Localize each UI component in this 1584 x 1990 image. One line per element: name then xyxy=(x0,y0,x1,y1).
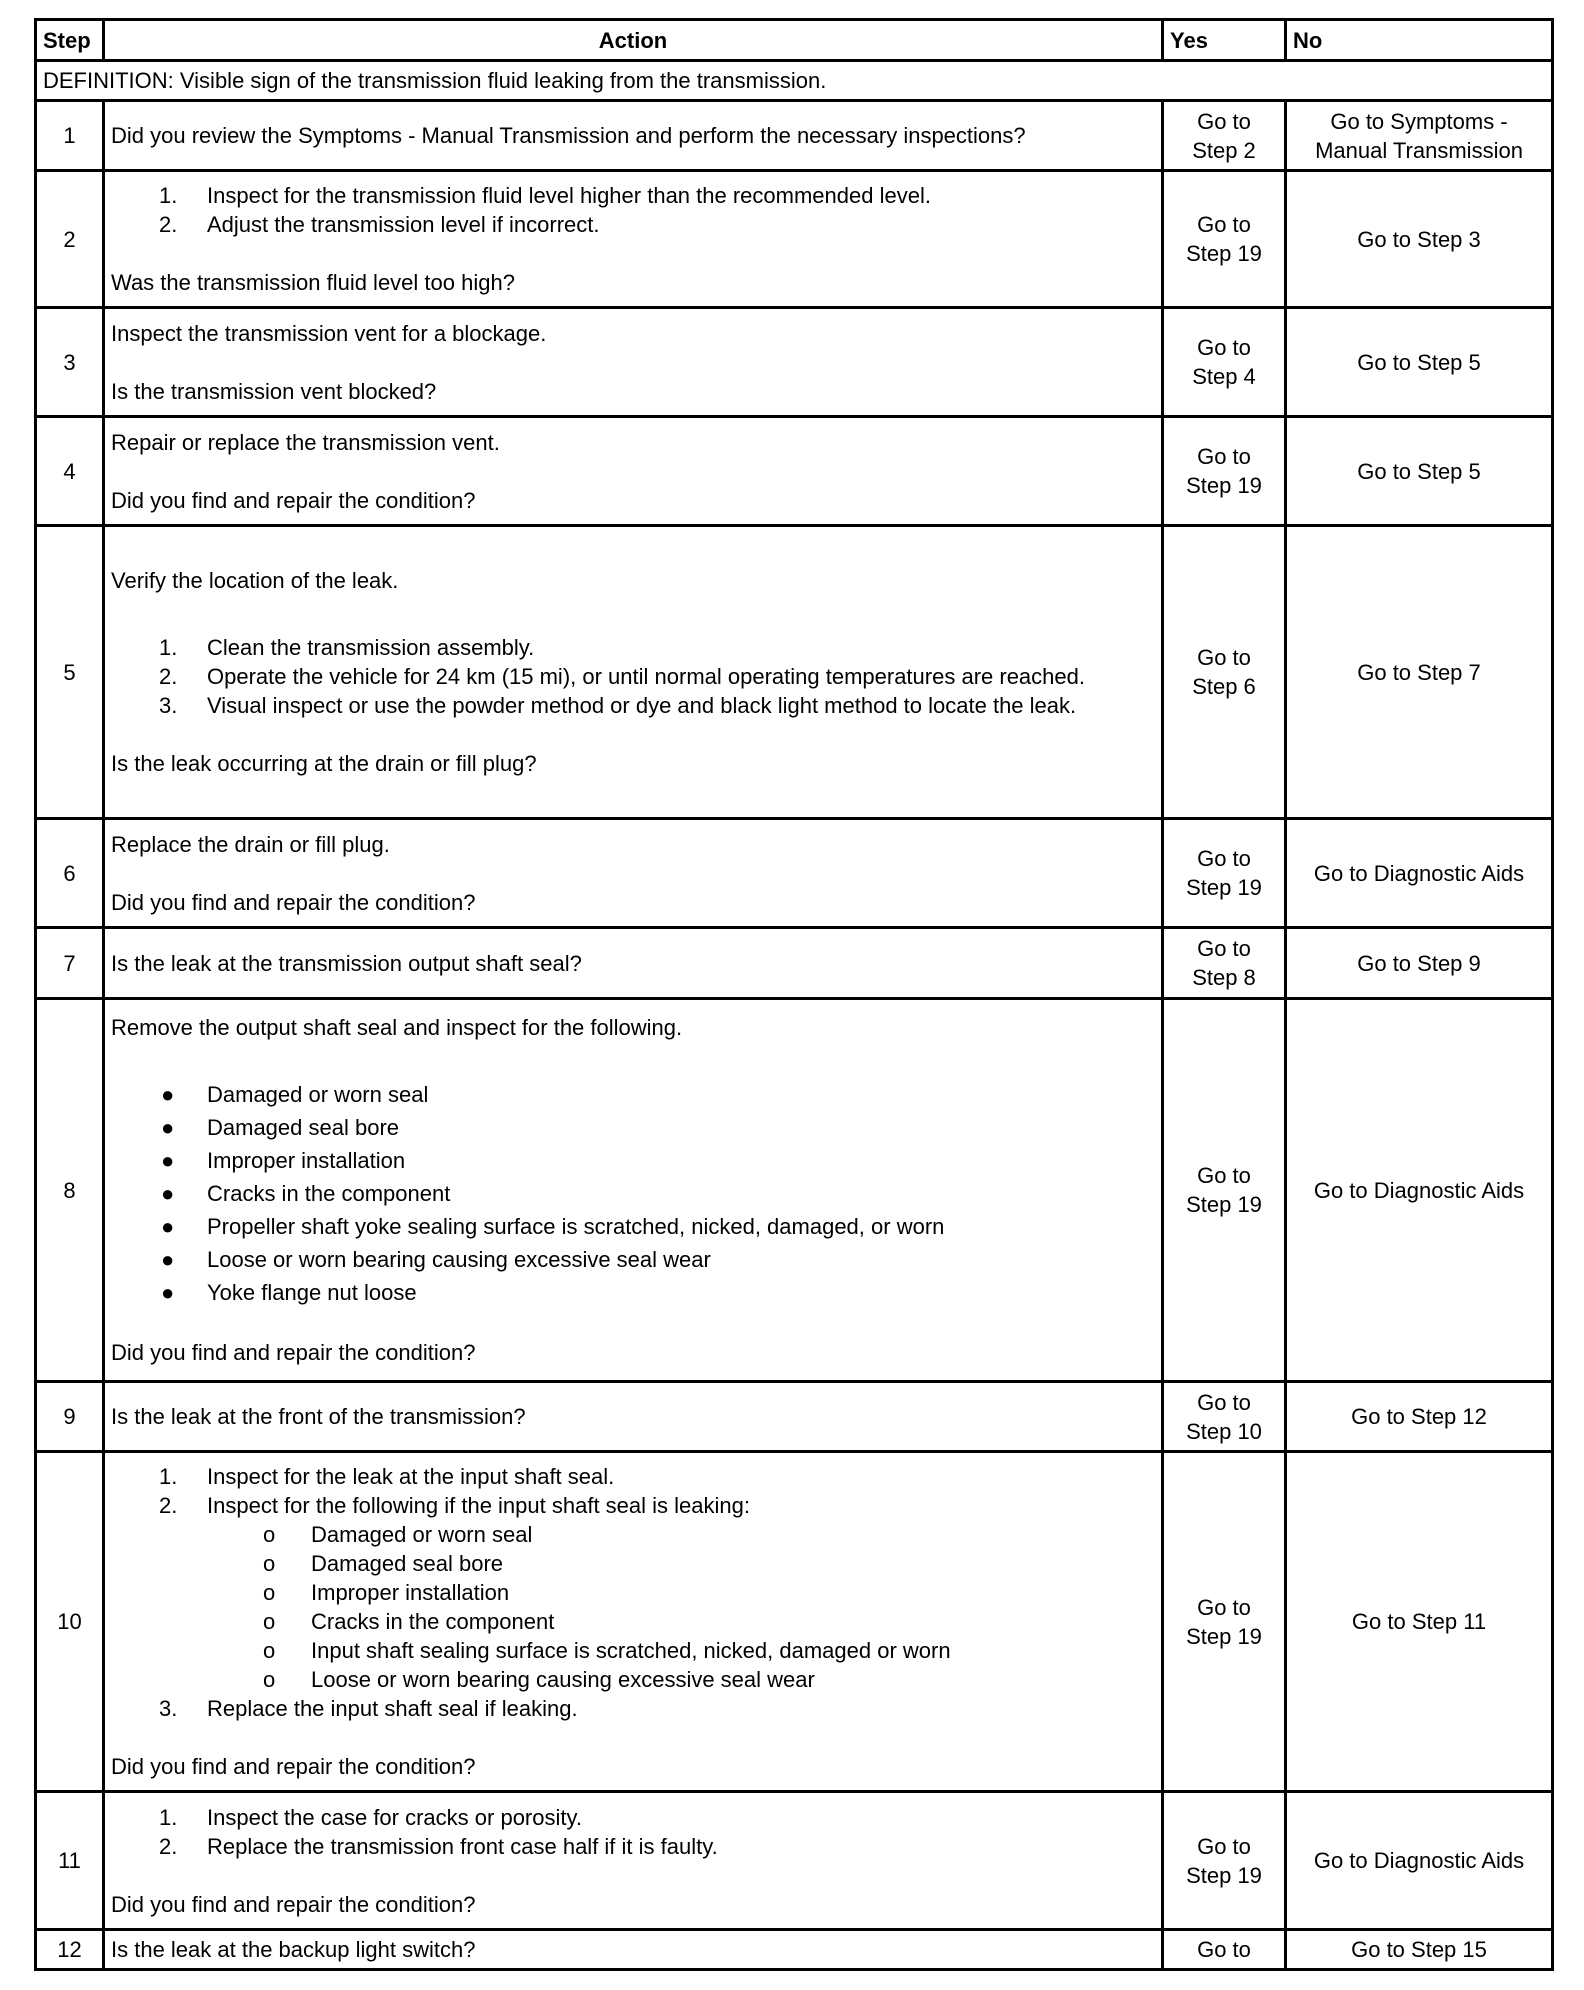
item-marker: 1. xyxy=(159,183,178,208)
table-row xyxy=(36,999,1553,1382)
step-number: 3 xyxy=(36,308,104,417)
table-row xyxy=(36,1930,1553,1970)
yes-line: Go to xyxy=(1197,1163,1251,1188)
table-row xyxy=(36,308,1553,417)
item-text: Loose or worn bearing causing excessive seal wear xyxy=(207,1247,711,1272)
yes-line: Go to xyxy=(1197,335,1251,360)
bullet-item xyxy=(111,1210,1155,1243)
sub-marker: o xyxy=(263,1580,276,1605)
action-question: Is the leak at the transmission output shaft seal? xyxy=(111,950,582,976)
item-text: Improper installation xyxy=(311,1580,510,1605)
diagnostic-table xyxy=(34,18,1554,1971)
no-cell xyxy=(1286,417,1553,526)
action-question: Is the leak at the backup light switch? xyxy=(111,1937,476,1962)
action-cell xyxy=(104,999,1163,1382)
bullet-marker: ● xyxy=(161,1148,175,1173)
item-text: Adjust the transmission level if incorrect. xyxy=(207,212,600,237)
numbered-item xyxy=(111,691,1155,720)
definition-text: DEFINITION: Visible sign of the transmission fluid leaking from the transmission. xyxy=(36,61,1553,101)
yes-line: Go to xyxy=(1197,846,1251,871)
action-question: Was the transmission fluid level too high? xyxy=(111,270,515,295)
yes-cell xyxy=(1163,999,1286,1382)
action-question: Did you find and repair the condition? xyxy=(111,1891,476,1917)
item-marker: 2. xyxy=(159,1493,178,1518)
no-line: Go to Diagnostic Aids xyxy=(1313,860,1525,886)
yes-line: Go to xyxy=(1197,1594,1251,1620)
action-cell xyxy=(104,1382,1163,1452)
action-intro: Verify the location of the leak. xyxy=(111,568,399,593)
action-cell xyxy=(104,417,1163,526)
action-cell xyxy=(104,308,1163,417)
yes-cell xyxy=(1163,1930,1286,1970)
bullet-item xyxy=(111,1243,1155,1276)
item-text: Damaged seal bore xyxy=(311,1551,504,1576)
item-text: Inspect for the transmission fluid level higher than the recommended level. xyxy=(207,183,931,208)
item-text: Visual inspect or use the powder method or dye and black light method to locate the leak. xyxy=(207,693,1077,718)
yes-cell xyxy=(1163,308,1286,417)
item-marker: 1. xyxy=(159,1464,178,1489)
item-text: Inspect the case for cracks or porosity. xyxy=(207,1804,582,1830)
yes-line: Go to xyxy=(1197,936,1251,961)
no-line: Go to Diagnostic Aids xyxy=(1313,1848,1525,1873)
step-number: 6 xyxy=(36,819,104,928)
bullet-marker: ● xyxy=(161,1115,175,1140)
action-question: Is the leak at the front of the transmission? xyxy=(111,1404,526,1429)
no-line: Go to Step 5 xyxy=(1357,458,1481,484)
header-action: Action xyxy=(104,20,1163,61)
item-text: Damaged or worn seal xyxy=(311,1522,533,1547)
step-number: 5 xyxy=(36,526,104,819)
yes-cell xyxy=(1163,1382,1286,1452)
action-cell xyxy=(104,101,1163,171)
sub-marker: o xyxy=(263,1551,276,1576)
numbered-item xyxy=(111,633,1155,662)
no-line: Go to Step 9 xyxy=(1357,950,1481,976)
yes-line: Step 19 xyxy=(1186,241,1262,266)
yes-line: Step 19 xyxy=(1186,473,1262,498)
bullet-marker: ● xyxy=(161,1214,175,1239)
no-cell xyxy=(1286,1382,1553,1452)
yes-line: Go to xyxy=(1197,645,1251,670)
yes-line: Go to xyxy=(1197,1389,1251,1415)
item-text: Replace the input shaft seal if leaking. xyxy=(207,1696,578,1721)
no-cell xyxy=(1286,1452,1553,1792)
table-row xyxy=(36,819,1553,928)
no-cell xyxy=(1286,101,1553,171)
yes-cell xyxy=(1163,171,1286,308)
item-marker: 2. xyxy=(159,1833,178,1859)
yes-line: Go to xyxy=(1197,108,1251,134)
yes-line: Go to xyxy=(1197,1833,1251,1859)
action-cell xyxy=(104,1792,1163,1930)
item-marker: 2. xyxy=(159,212,178,237)
yes-line: Step 19 xyxy=(1186,875,1262,900)
header-row xyxy=(36,20,1553,61)
item-text: Improper installation xyxy=(207,1148,406,1173)
yes-line: Step 4 xyxy=(1192,364,1256,389)
item-text: Cracks in the component xyxy=(207,1181,451,1206)
no-line: Go to Step 12 xyxy=(1351,1404,1487,1429)
table-row xyxy=(36,928,1553,999)
yes-cell xyxy=(1163,101,1286,171)
yes-cell xyxy=(1163,526,1286,819)
no-cell xyxy=(1286,819,1553,928)
definition-row xyxy=(36,61,1553,101)
sub-marker: o xyxy=(263,1609,276,1634)
sub-bullet-item xyxy=(111,1636,1155,1665)
yes-line: Step 10 xyxy=(1186,1418,1262,1444)
sub-marker: o xyxy=(263,1522,276,1547)
step-number: 10 xyxy=(36,1452,104,1792)
no-cell xyxy=(1286,1930,1553,1970)
numbered-item xyxy=(111,1803,1155,1832)
sub-bullet-item xyxy=(111,1520,1155,1549)
item-text: Propeller shaft yoke sealing surface is scratched, nicked, damaged, or worn xyxy=(207,1214,945,1239)
step-number: 8 xyxy=(36,999,104,1382)
item-text: Inspect for the leak at the input shaft seal. xyxy=(207,1464,615,1489)
item-text: Yoke flange nut loose xyxy=(207,1280,417,1305)
yes-line: Step 19 xyxy=(1186,1623,1262,1649)
bullet-item xyxy=(111,1078,1155,1111)
item-text: Inspect for the following if the input shaft seal is leaking: xyxy=(207,1493,750,1518)
action-question: Did you review the Symptoms - Manual Transmission and perform the necessary inspections? xyxy=(111,123,1026,148)
sub-bullet-item xyxy=(111,1607,1155,1636)
item-text: Replace the transmission front case half if it is faulty. xyxy=(207,1833,718,1859)
item-text: Loose or worn bearing causing excessive seal wear xyxy=(311,1667,815,1692)
action-cell xyxy=(104,1452,1163,1792)
yes-cell xyxy=(1163,819,1286,928)
yes-cell xyxy=(1163,1792,1286,1930)
item-text: Clean the transmission assembly. xyxy=(207,635,535,660)
sub-marker: o xyxy=(263,1638,276,1663)
table-row xyxy=(36,101,1553,171)
action-cell xyxy=(104,1930,1163,1970)
step-number: 12 xyxy=(36,1930,104,1970)
bullet-marker: ● xyxy=(161,1247,175,1272)
table-row xyxy=(36,526,1553,819)
yes-line: Go to xyxy=(1197,212,1251,237)
no-cell xyxy=(1286,999,1553,1382)
sub-bullet-item xyxy=(111,1578,1155,1607)
no-line: Go to Step 7 xyxy=(1357,659,1481,685)
no-line: Go to Symptoms - xyxy=(1330,108,1508,134)
yes-cell xyxy=(1163,417,1286,526)
step-number: 7 xyxy=(36,928,104,999)
header-no: No xyxy=(1286,20,1553,61)
yes-line: Step 8 xyxy=(1192,965,1256,990)
yes-line: Go to xyxy=(1197,444,1251,469)
no-line: Go to Step 3 xyxy=(1357,226,1481,252)
table-row xyxy=(36,171,1553,308)
action-intro: Repair or replace the transmission vent. xyxy=(111,429,500,455)
action-question: Is the transmission vent blocked? xyxy=(111,378,437,404)
table-row xyxy=(36,1452,1553,1792)
action-cell xyxy=(104,819,1163,928)
no-line: Go to Step 11 xyxy=(1351,1609,1487,1634)
table-row xyxy=(36,417,1553,526)
action-intro: Replace the drain or fill plug. xyxy=(111,831,390,857)
no-line: Manual Transmission xyxy=(1315,137,1523,163)
no-cell xyxy=(1286,928,1553,999)
item-text: Cracks in the component xyxy=(311,1609,555,1634)
no-cell xyxy=(1286,1792,1553,1930)
step-number: 4 xyxy=(36,417,104,526)
item-text: Input shaft sealing surface is scratched, nicked, damaged or worn xyxy=(311,1638,951,1663)
item-text: Damaged or worn seal xyxy=(207,1082,429,1107)
item-marker: 3. xyxy=(159,1696,178,1721)
no-cell xyxy=(1286,308,1553,417)
yes-cell xyxy=(1163,1452,1286,1792)
yes-line: Go to xyxy=(1197,1937,1251,1962)
action-cell xyxy=(104,526,1163,819)
step-number: 9 xyxy=(36,1382,104,1452)
action-question: Is the leak occurring at the drain or fill plug? xyxy=(111,751,537,776)
no-line: Go to Diagnostic Aids xyxy=(1313,1177,1525,1203)
item-text: Operate the vehicle for 24 km (15 mi), or until normal operating temperatures are reached. xyxy=(207,664,1085,689)
item-marker: 1. xyxy=(159,635,178,660)
no-cell xyxy=(1286,171,1553,308)
numbered-item xyxy=(111,1462,1155,1491)
item-marker: 3. xyxy=(159,693,178,718)
header-step: Step xyxy=(36,20,104,61)
item-text: Damaged seal bore xyxy=(207,1115,400,1140)
table-row xyxy=(36,1792,1553,1930)
action-intro: Inspect the transmission vent for a blockage. xyxy=(111,320,547,346)
yes-line: Step 19 xyxy=(1186,1862,1262,1888)
bullet-item xyxy=(111,1144,1155,1177)
table-row xyxy=(36,1382,1553,1452)
item-marker: 1. xyxy=(159,1804,178,1830)
numbered-item xyxy=(111,662,1155,691)
no-cell xyxy=(1286,526,1553,819)
step-number: 2 xyxy=(36,171,104,308)
action-question: Did you find and repair the condition? xyxy=(111,1340,476,1365)
step-number: 1 xyxy=(36,101,104,171)
sub-bullet-item xyxy=(111,1549,1155,1578)
no-line: Go to Step 5 xyxy=(1357,349,1481,375)
action-intro: Remove the output shaft seal and inspect for the following. xyxy=(111,1015,683,1040)
bullet-item xyxy=(111,1276,1155,1309)
action-question: Did you find and repair the condition? xyxy=(111,1754,476,1779)
action-question: Did you find and repair the condition? xyxy=(111,889,476,915)
header-yes: Yes xyxy=(1163,20,1286,61)
bullet-marker: ● xyxy=(161,1082,175,1107)
numbered-item xyxy=(111,1832,1155,1861)
bullet-item xyxy=(111,1111,1155,1144)
yes-cell xyxy=(1163,928,1286,999)
no-line: Go to Step 15 xyxy=(1351,1937,1487,1962)
yes-line: Step 19 xyxy=(1186,1192,1262,1217)
numbered-item xyxy=(111,1694,1155,1723)
bullet-marker: ● xyxy=(161,1181,175,1206)
step-number: 11 xyxy=(36,1792,104,1930)
yes-line: Step 6 xyxy=(1192,674,1256,699)
item-marker: 2. xyxy=(159,664,178,689)
action-cell xyxy=(104,171,1163,308)
numbered-item xyxy=(111,210,1155,239)
numbered-item xyxy=(111,181,1155,210)
yes-line: Step 2 xyxy=(1192,137,1256,163)
action-cell xyxy=(104,928,1163,999)
numbered-item xyxy=(111,1491,1155,1520)
sub-bullet-item xyxy=(111,1665,1155,1694)
action-question: Did you find and repair the condition? xyxy=(111,487,476,513)
bullet-marker: ● xyxy=(161,1280,175,1305)
sub-marker: o xyxy=(263,1667,276,1692)
bullet-item xyxy=(111,1177,1155,1210)
